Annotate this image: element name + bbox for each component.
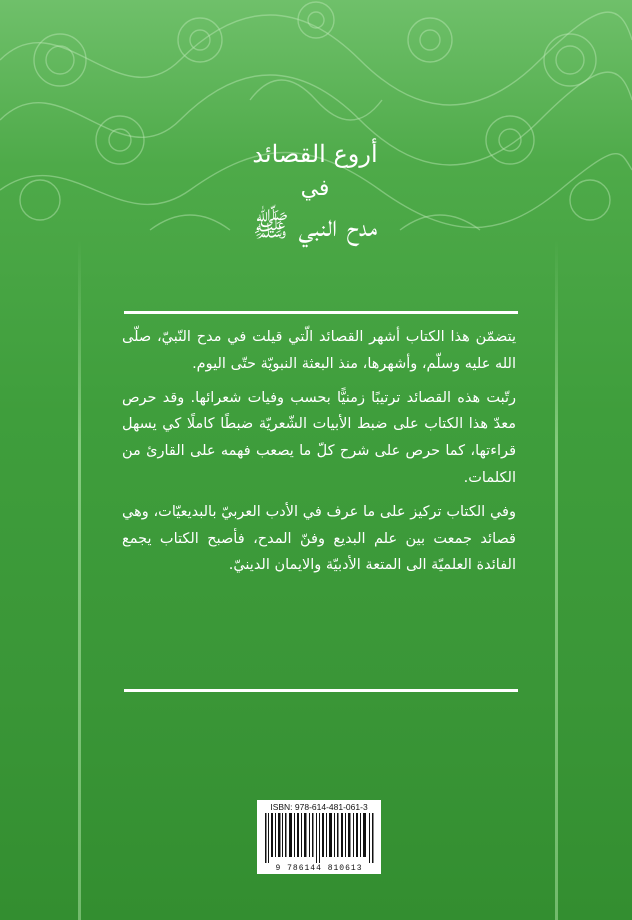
- title-line-3: مدح النبي ﷺ: [252, 209, 378, 244]
- bottom-divider: [124, 689, 518, 692]
- title-line-1: أروع القصائد: [252, 140, 378, 168]
- blurb-paragraph-3: وفي الكتاب تركيز على ما عرف في الأدب العربيّ بالبديعيّات، وهي قصائد جمعت بين علم البديع وفنّ المدح، فأصبح الكتاب يجمع الفائدة العلميّة الى المتعة الأدبيّة والايمان الدينيّ.: [122, 503, 516, 574]
- barcode-digits: 9 786144 810613: [275, 864, 363, 873]
- barcode-bars: [263, 813, 375, 863]
- blurb-text: [122, 324, 516, 586]
- isbn-label: ISBN: 978-614-481-061-3: [270, 802, 368, 812]
- isbn-barcode: [257, 800, 381, 874]
- blurb-paragraph-2: رتّبت هذه القصائد ترتيبًا زمنيًّا بحسب وفيات شعرائها. وقد حرص معدّ هذا الكتاب على ضبط الأبيات الشّعريّة ضبطًا كاملًا كي يسهل قراءتها، كما حرص على شرح كلّ ما يصعب فهمه على القارئ من الكلمات.: [122, 389, 516, 486]
- title-line-2: في: [300, 176, 330, 201]
- left-decorative-line: [78, 240, 81, 920]
- blurb-paragraph-1: يتضمّن هذا الكتاب أشهر القصائد الّتي قيلت في مدح النّبيّ، صلّى الله عليه وسلّم، وأشهرها، منذ البعثة النبويّة حتّى اليوم.: [122, 329, 516, 372]
- top-divider: [124, 311, 518, 314]
- right-decorative-line: [555, 240, 558, 920]
- book-title: [180, 120, 450, 280]
